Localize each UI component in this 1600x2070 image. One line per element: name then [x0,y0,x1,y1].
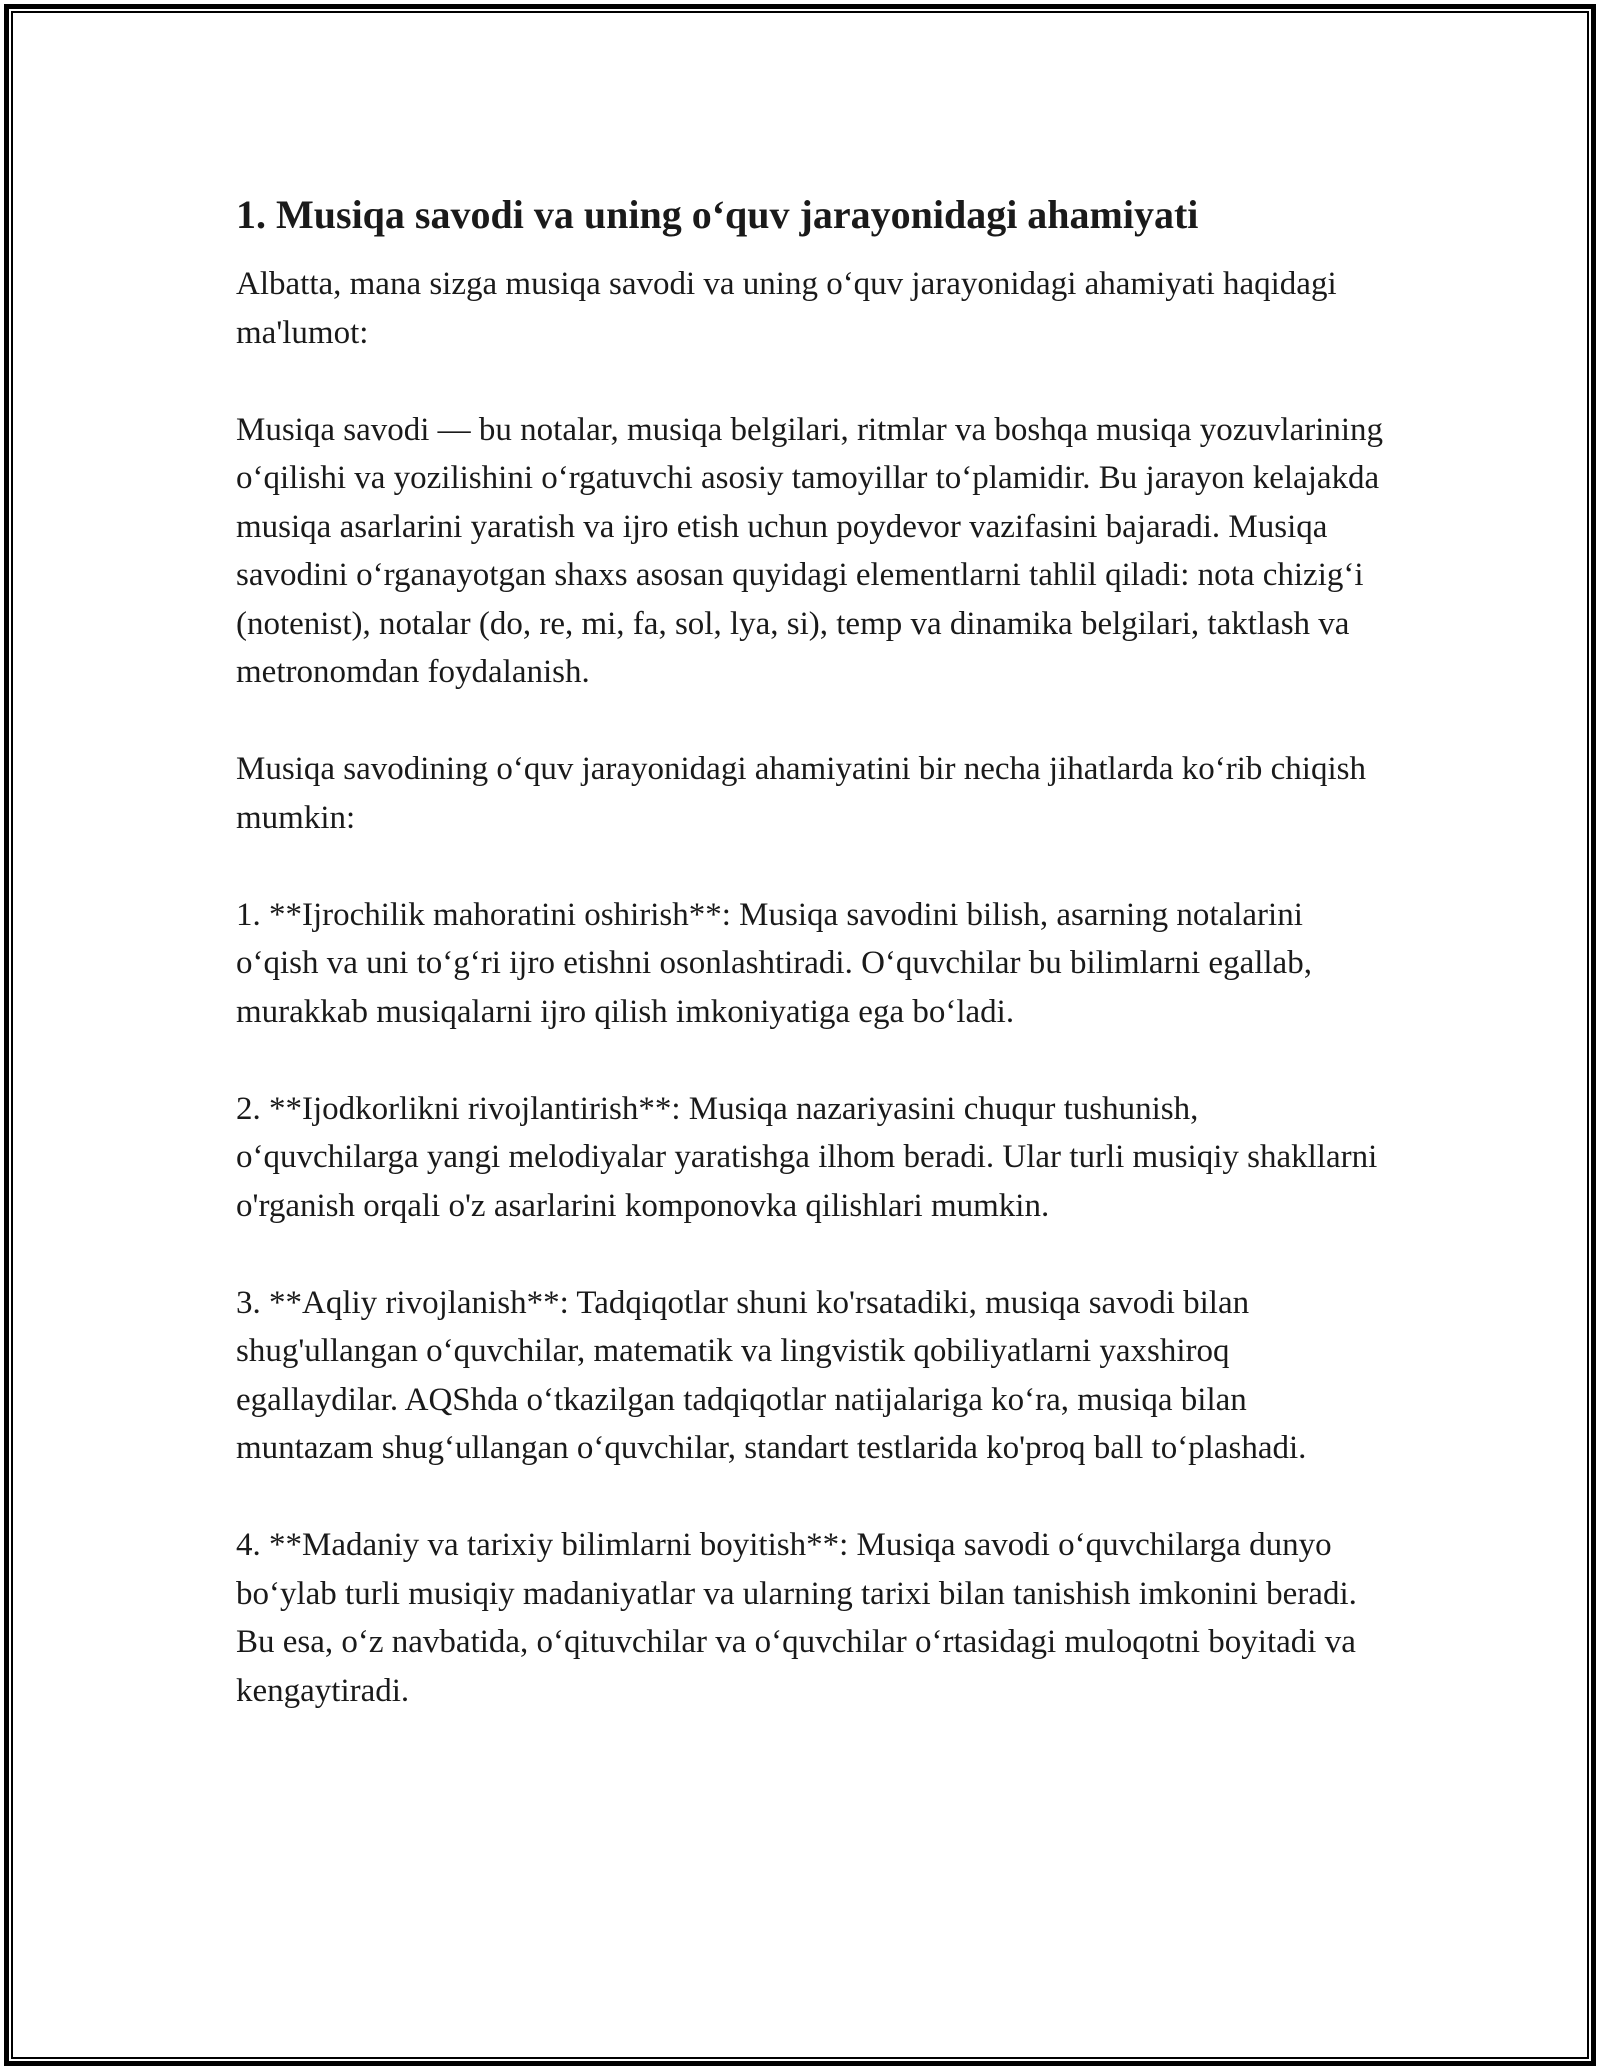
list-item-3: 3. **Aqliy rivojlanish**: Tadqiqotlar shuni ko'rsatadiki, musiqa savodi bilan shug'ullangan o‘quvchilar, matematik va lingvistik qobiliyatlarni yaxshiroq egallaydilar. AQShda o‘tkazilgan tadqiqotlar natijalariga ko‘ra, musiqa bilan muntazam shug‘ullangan o‘quvchilar, standart testlarida ko'proq ball to‘plashadi. [236,1284,1307,1466]
document-body [236,190,1386,1764]
paragraph-importance-lead: Musiqa savodining o‘quv jarayonidagi ahamiyatini bir necha jihatlarda ko‘rib chiqish mumkin: [236,751,1366,836]
paragraph-intro: Albatta, mana sizga musiqa savodi va uning o‘quv jarayonidagi ahamiyati haqidagi ma'lumot: [236,266,1337,351]
paragraph-definition: Musiqa savodi — bu notalar, musiqa belgilari, ritmlar va boshqa musiqa yozuvlarining o‘qilishi va yozilishini o‘rgatuvchi asosiy tamoyillar to‘plamidir. Bu jarayon kelajakda musiqa asarlarini yaratish va ijro etish uchun poydevor vazifasini bajaradi. Musiqa savodini o‘rganayotgan shaxs asosan quyidagi elementlarni tahlil qiladi: nota chizig‘i (notenist), notalar (do, re, mi, fa, sol, lya, si), temp va dinamika belgilari, taktlash va metronomdan foydalanish. [236,411,1384,690]
list-item-4: 4. **Madaniy va tarixiy bilimlarni boyitish**: Musiqa savodi o‘quvchilarga dunyo bo‘ylab turli musiqiy madaniyatlar va ularning tarixi bilan tanishish imkonini beradi. Bu esa, o‘z navbatida, o‘qituvchilar va o‘quvchilar o‘rtasidagi muloqotni boyitadi va kengaytiradi. [236,1527,1357,1709]
list-item-2: 2. **Ijodkorlikni rivojlantirish**: Musiqa nazariyasini chuqur tushunish, o‘quvchilarga yangi melodiyalar yaratishga ilhom beradi. Ular turli musiqiy shakllarni o'rganish orqali o'z asarlarini komponovka qilishlari mumkin. [236,1090,1378,1224]
document-title: 1. Musiqa savodi va uning o‘quv jarayonidagi ahamiyati [236,192,1199,237]
list-item-1: 1. **Ijrochilik mahoratini oshirish**: Musiqa savodini bilish, asarning notalarini o‘qish va uni to‘g‘ri ijro etishni osonlashtiradi. O‘quvchilar bu bilimlarni egallab, murakkab musiqalarni ijro qilish imkoniyatiga ega bo‘ladi. [236,896,1312,1030]
